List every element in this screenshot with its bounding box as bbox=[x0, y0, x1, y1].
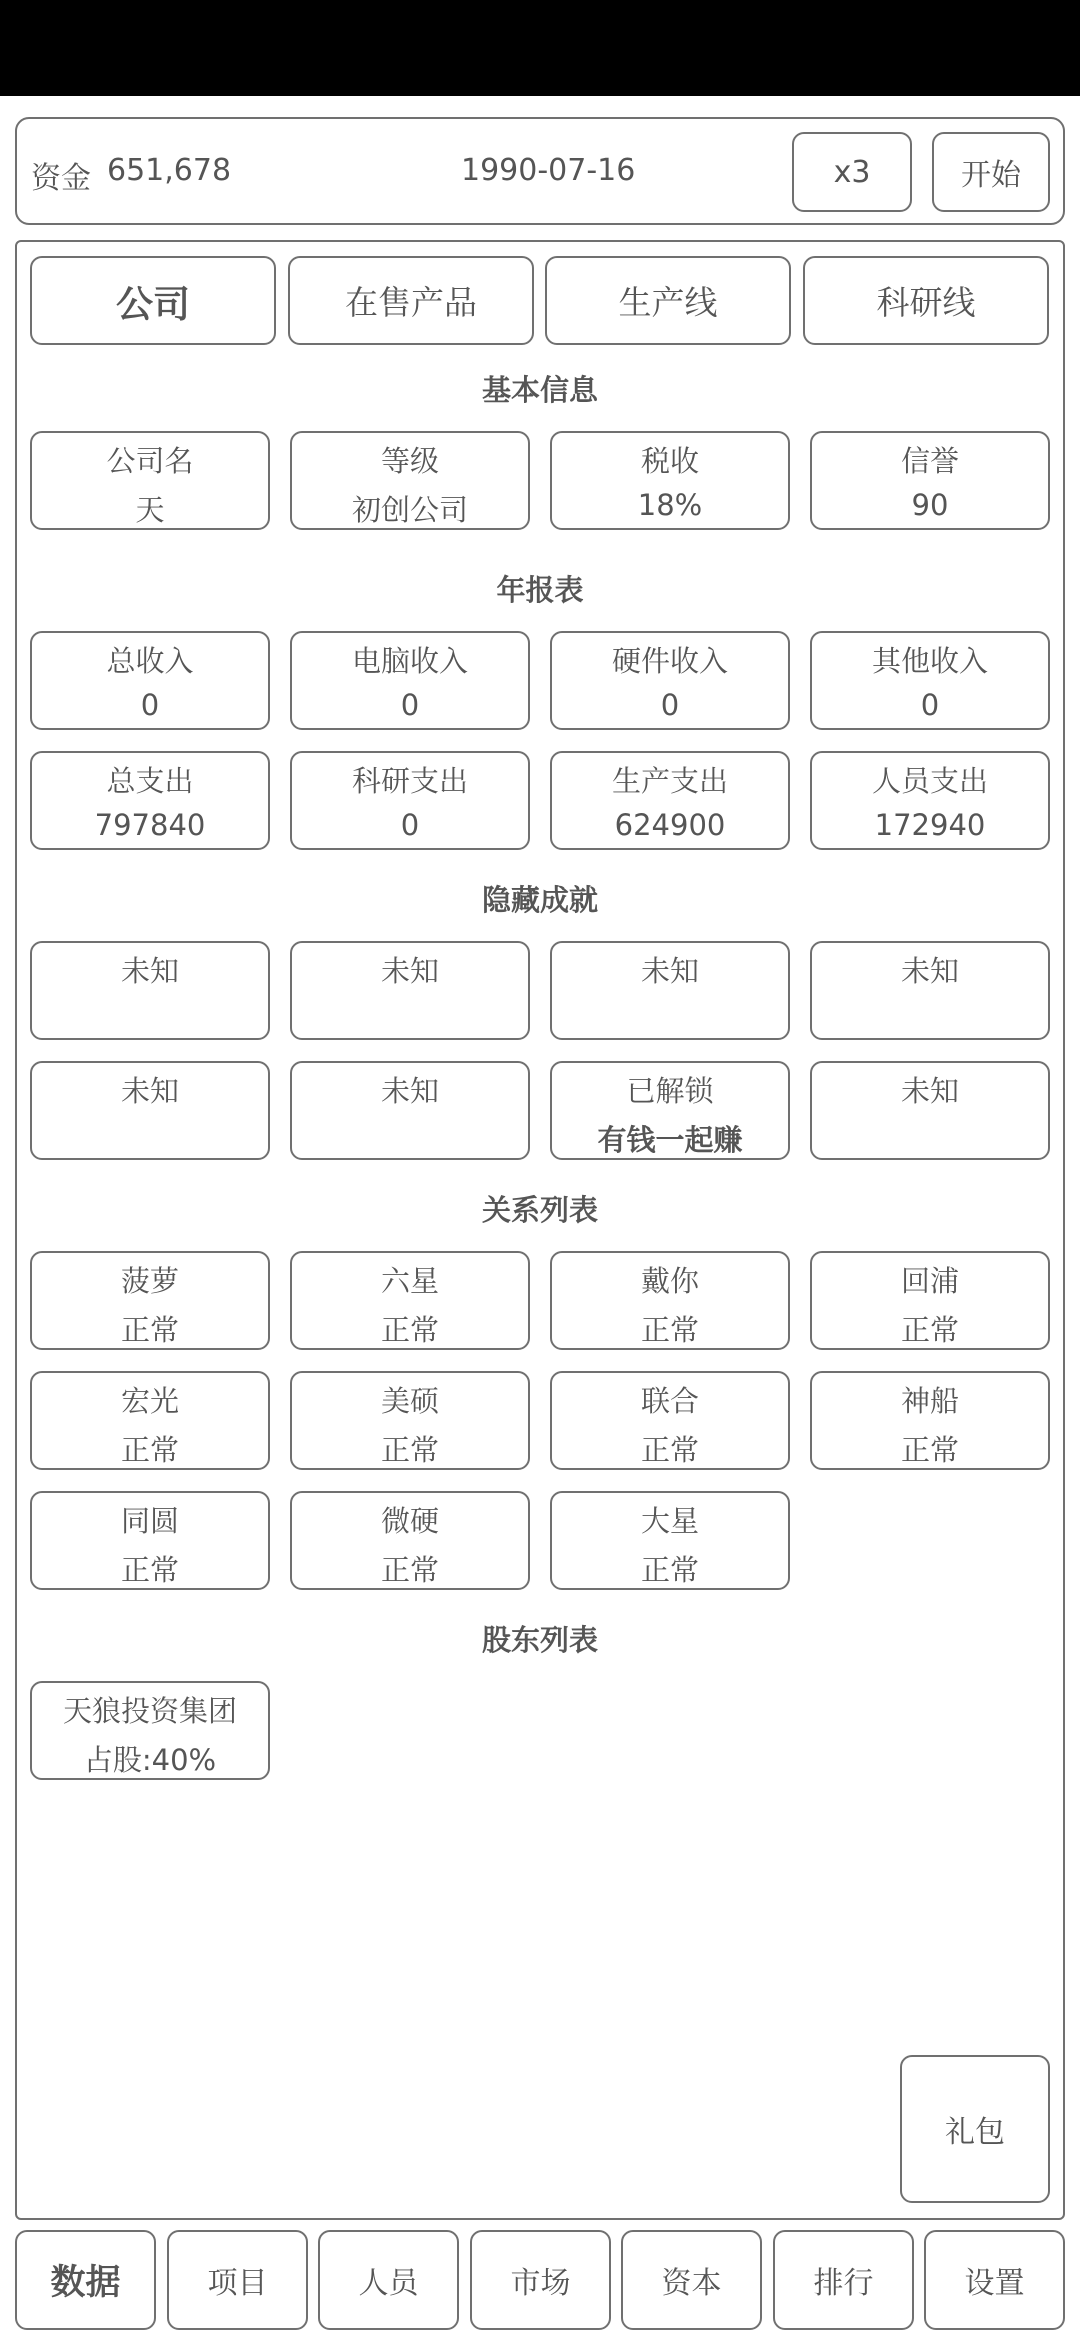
relation-card-value: 正常 bbox=[120, 1433, 179, 1467]
relation-card bbox=[30, 1491, 270, 1590]
speed-button[interactable]: x3 bbox=[792, 132, 912, 212]
achievement-card-label: 未知 bbox=[120, 1074, 179, 1108]
income-card-value: 0 bbox=[140, 688, 160, 722]
achievement-card bbox=[30, 941, 270, 1040]
nav-staff[interactable]: 人员 bbox=[318, 2230, 459, 2330]
achievement-card bbox=[550, 941, 790, 1040]
relation-card-label: 同圆 bbox=[120, 1504, 179, 1538]
expense-card bbox=[290, 751, 530, 850]
info-card-value: 18% bbox=[637, 488, 703, 522]
nav-settings[interactable]: 设置 bbox=[924, 2230, 1065, 2330]
nav-projects[interactable]: 项目 bbox=[167, 2230, 308, 2330]
tab-research-lines[interactable]: 科研线 bbox=[803, 256, 1049, 345]
income-card-label: 硬件收入 bbox=[611, 644, 728, 678]
relation-card bbox=[290, 1251, 530, 1350]
income-card-value: 0 bbox=[400, 688, 420, 722]
section-title-hidden-achievements: 隐藏成就 bbox=[481, 883, 598, 917]
relation-card-value: 正常 bbox=[120, 1313, 179, 1347]
relation-card bbox=[550, 1371, 790, 1470]
relation-card-value: 正常 bbox=[640, 1313, 699, 1347]
expense-card-label: 人员支出 bbox=[871, 764, 988, 798]
info-card bbox=[810, 431, 1050, 530]
achievement-card bbox=[550, 1061, 790, 1160]
expense-card-value: 172940 bbox=[874, 808, 986, 842]
relation-card-value: 正常 bbox=[640, 1433, 699, 1467]
tab-company[interactable]: 公司 bbox=[30, 256, 276, 345]
income-card-value: 0 bbox=[920, 688, 940, 722]
gift-pack-button[interactable]: 礼包 bbox=[900, 2055, 1050, 2203]
income-card-value: 0 bbox=[660, 688, 680, 722]
tab-products-on-sale[interactable]: 在售产品 bbox=[288, 256, 534, 345]
income-card bbox=[810, 631, 1050, 730]
section-title-relations: 关系列表 bbox=[481, 1193, 598, 1227]
expense-card bbox=[810, 751, 1050, 850]
relation-card-label: 宏光 bbox=[120, 1384, 179, 1418]
expense-card-label: 科研支出 bbox=[351, 764, 468, 798]
section-title-basic-info: 基本信息 bbox=[481, 373, 598, 407]
expense-card-label: 总支出 bbox=[106, 764, 194, 798]
relation-card-value: 正常 bbox=[900, 1313, 959, 1347]
main-panel bbox=[15, 240, 1065, 2220]
relation-card bbox=[290, 1491, 530, 1590]
relation-card-label: 大星 bbox=[640, 1504, 699, 1538]
achievement-card bbox=[290, 1061, 530, 1160]
funds-value: 651,678 bbox=[107, 153, 232, 188]
relation-card-value: 正常 bbox=[120, 1553, 179, 1587]
achievement-card-label: 未知 bbox=[640, 954, 699, 988]
nav-ranking[interactable]: 排行 bbox=[773, 2230, 914, 2330]
info-card-value: 天 bbox=[135, 493, 165, 527]
relation-card-value: 正常 bbox=[640, 1553, 699, 1587]
expense-card-label: 生产支出 bbox=[611, 764, 728, 798]
section-title-shareholders: 股东列表 bbox=[481, 1623, 598, 1657]
game-date: 1990-07-16 bbox=[461, 153, 636, 188]
info-card bbox=[30, 431, 270, 530]
achievement-card-label: 未知 bbox=[900, 954, 959, 988]
income-card-label: 电脑收入 bbox=[351, 644, 468, 678]
income-card bbox=[30, 631, 270, 730]
nav-market[interactable]: 市场 bbox=[470, 2230, 611, 2330]
achievement-card bbox=[290, 941, 530, 1040]
relation-card bbox=[550, 1491, 790, 1590]
expense-card bbox=[550, 751, 790, 850]
info-card-label: 信誉 bbox=[900, 444, 959, 478]
relation-card bbox=[550, 1251, 790, 1350]
relation-card-value: 正常 bbox=[380, 1433, 439, 1467]
income-card-label: 总收入 bbox=[106, 644, 194, 678]
shareholder-card-label: 天狼投资集团 bbox=[62, 1694, 237, 1728]
achievement-card-label: 未知 bbox=[380, 954, 439, 988]
achievement-card-label: 未知 bbox=[120, 954, 179, 988]
relation-card-label: 六星 bbox=[380, 1264, 439, 1298]
relation-card-label: 美硕 bbox=[380, 1384, 439, 1418]
relation-card-label: 菠萝 bbox=[120, 1264, 179, 1298]
relation-card-label: 微硬 bbox=[380, 1504, 439, 1538]
relation-card bbox=[290, 1371, 530, 1470]
relation-card-label: 神船 bbox=[900, 1384, 959, 1418]
section-title-annual-report: 年报表 bbox=[496, 573, 584, 607]
expense-card bbox=[30, 751, 270, 850]
info-card-label: 税收 bbox=[640, 444, 699, 478]
income-card bbox=[550, 631, 790, 730]
relation-card-value: 正常 bbox=[380, 1313, 439, 1347]
achievement-card-label: 未知 bbox=[380, 1074, 439, 1108]
top-bar bbox=[15, 117, 1065, 225]
funds-label: 资金 bbox=[31, 161, 91, 196]
info-card-value: 初创公司 bbox=[351, 493, 468, 527]
relation-card bbox=[810, 1251, 1050, 1350]
relation-card-value: 正常 bbox=[900, 1433, 959, 1467]
income-card bbox=[290, 631, 530, 730]
shareholder-card-value: 占股:40% bbox=[83, 1743, 217, 1777]
achievement-card-value: 有钱一起赚 bbox=[597, 1123, 743, 1157]
relation-card bbox=[810, 1371, 1050, 1470]
info-card bbox=[550, 431, 790, 530]
nav-data[interactable]: 数据 bbox=[15, 2230, 156, 2330]
info-card bbox=[290, 431, 530, 530]
expense-card-value: 797840 bbox=[94, 808, 206, 842]
relation-card-value: 正常 bbox=[380, 1553, 439, 1587]
info-card-value: 90 bbox=[911, 488, 949, 522]
status-bar bbox=[0, 0, 1080, 96]
shareholder-card bbox=[30, 1681, 270, 1780]
achievement-card bbox=[30, 1061, 270, 1160]
relation-card-label: 联合 bbox=[640, 1384, 699, 1418]
achievement-card-label: 已解锁 bbox=[626, 1074, 714, 1108]
info-card-label: 等级 bbox=[380, 444, 439, 478]
nav-capital[interactable]: 资本 bbox=[621, 2230, 762, 2330]
expense-card-value: 624900 bbox=[614, 808, 726, 842]
expense-card-value: 0 bbox=[400, 808, 420, 842]
start-button[interactable]: 开始 bbox=[932, 132, 1050, 212]
achievement-card bbox=[810, 941, 1050, 1040]
tab-production-lines[interactable]: 生产线 bbox=[545, 256, 791, 345]
achievement-card-label: 未知 bbox=[900, 1074, 959, 1108]
info-card-label: 公司名 bbox=[106, 444, 194, 478]
relation-card bbox=[30, 1371, 270, 1470]
relation-card bbox=[30, 1251, 270, 1350]
achievement-card bbox=[810, 1061, 1050, 1160]
income-card-label: 其他收入 bbox=[871, 644, 988, 678]
relation-card-label: 戴你 bbox=[640, 1264, 699, 1298]
relation-card-label: 回浦 bbox=[900, 1264, 959, 1298]
